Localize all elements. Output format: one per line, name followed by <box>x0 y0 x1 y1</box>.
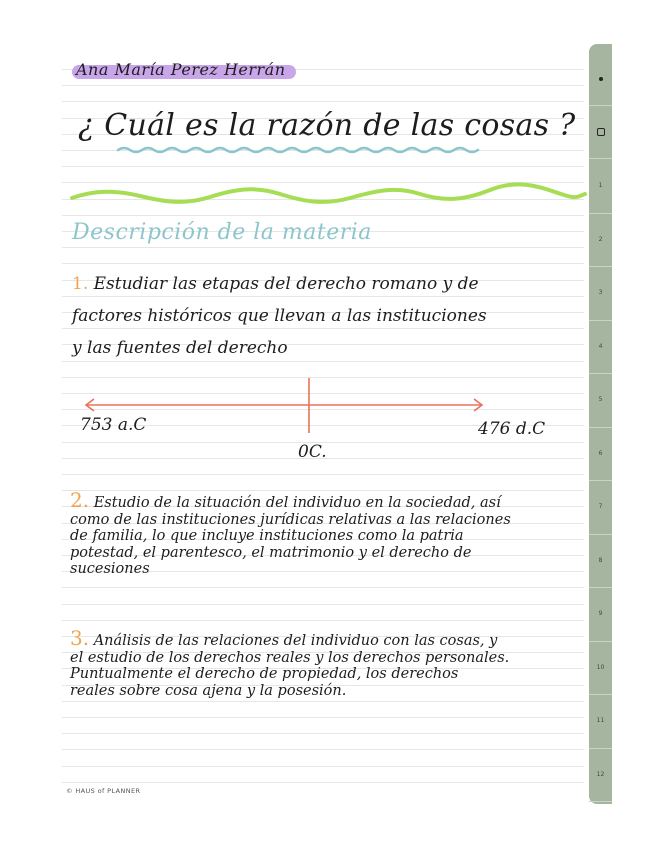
sidebar-tab-label: 3 <box>598 289 603 297</box>
sidebar-tab-7[interactable] <box>589 480 612 535</box>
sidebar-tab-9[interactable] <box>589 587 612 642</box>
footer-brand: © HAUS of PLANNER <box>66 787 141 795</box>
section-title: Descripción de la materia <box>72 220 372 245</box>
sidebar-tab-label: 7 <box>598 503 603 511</box>
sidebar-tab-label: 9 <box>598 610 603 618</box>
item-2-line-5: sucesiones <box>70 561 150 577</box>
sidebar-tab-label: 2 <box>598 235 603 243</box>
sidebar-tab-label: 5 <box>598 396 603 404</box>
sidebar-tabs <box>589 44 612 804</box>
item-1-line-1: Estudiar las etapas del derecho romano y de <box>93 274 479 294</box>
sidebar-tab-label: 4 <box>598 342 603 350</box>
sidebar-tab-square[interactable] <box>589 105 612 159</box>
author-name: Ana María Perez Herrán <box>76 60 286 79</box>
item-2-line-3: de familia, lo que incluye instituciones como la patria <box>70 528 464 544</box>
item-3-line-3: Puntualmente el derecho de propiedad, los derechos <box>70 666 459 682</box>
sidebar-tab-label: 12 <box>596 770 605 778</box>
sidebar-tab-label: 6 <box>598 449 603 457</box>
sidebar-tab-2[interactable] <box>589 213 612 268</box>
item-2 <box>70 488 511 578</box>
sidebar-tab-dot[interactable] <box>589 52 612 106</box>
sidebar-tab-4[interactable] <box>589 320 612 375</box>
square-icon <box>597 128 605 136</box>
sidebar-tab-11[interactable] <box>589 694 612 749</box>
sidebar-tab-3[interactable] <box>589 266 612 321</box>
item-3 <box>70 626 510 699</box>
sidebar-tab-label: 8 <box>598 556 603 564</box>
sidebar-tab-1[interactable] <box>589 159 612 214</box>
timeline-start-label: 753 a.C <box>80 415 147 435</box>
item-3-number: 3. <box>70 626 90 650</box>
sidebar-tab-label: 11 <box>596 717 605 725</box>
sidebar-tab-label: 10 <box>596 663 605 671</box>
item-2-number: 2. <box>70 488 90 512</box>
item-3-line-1: Análisis de las relaciones del individuo con las cosas, y <box>93 633 498 649</box>
sidebar-tab-10[interactable] <box>589 641 612 696</box>
timeline-end-label: 476 d.C <box>478 419 546 439</box>
item-1-line-3: y las fuentes del derecho <box>72 338 288 358</box>
sidebar-tab-5[interactable] <box>589 373 612 428</box>
sidebar-tab-label: 1 <box>598 182 603 190</box>
item-2-line-2: como de las instituciones jurídicas relativas a las relaciones <box>70 511 511 528</box>
item-2-line-1: Estudio de la situación del individuo en la sociedad, así <box>93 495 501 511</box>
sidebar-tab-6[interactable] <box>589 427 612 482</box>
page-title: ¿ Cuál es la razón de las cosas ? <box>78 108 576 143</box>
dot-icon <box>599 77 603 81</box>
item-1-number: 1. <box>72 274 89 294</box>
item-2-line-4: potestad, el parentesco, el matrimonio y el derecho de <box>70 544 472 561</box>
sidebar-tab-8[interactable] <box>589 534 612 589</box>
item-1-line-2: factores históricos que llevan a las instituciones <box>72 306 487 326</box>
item-3-line-2: el estudio de los derechos reales y los derechos personales. <box>70 649 510 666</box>
sidebar-tab-12[interactable] <box>589 748 612 803</box>
item-3-line-4: reales sobre cosa ajena y la posesión. <box>70 682 347 699</box>
timeline-center-label: 0C. <box>298 442 327 462</box>
